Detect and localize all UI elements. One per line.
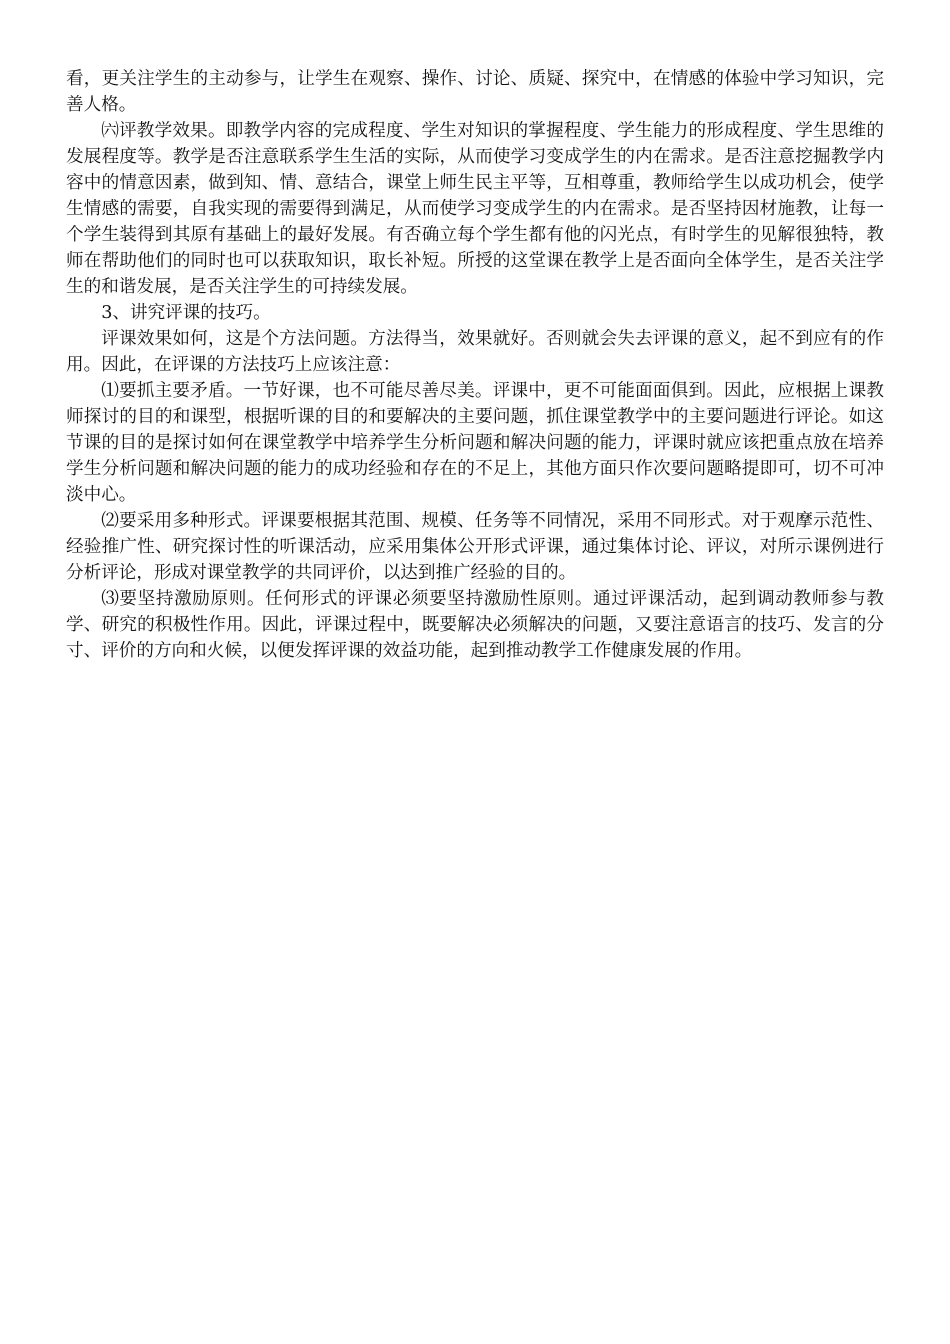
section-heading-techniques: 3、讲究评课的技巧。 bbox=[101, 303, 271, 323]
paragraph-main-contradiction: ⑴要抓主要矛盾。一节好课，也不可能尽善尽美。评课中，更不可能面面俱到。因此，应根据上课教师探讨的目的和课型，根据听课的目的和要解决的主要问题，抓住课堂教学中的主要问题进行评论。如这节课的目的是探讨如何在课堂教学中培养学生分析问题和解决问题的能力，评课时就应该把重点放在培养学生分析问题和解决问题的能力的成功经验和存在的不足上，其他方面只作次要问题略提即可，切不可冲淡中心。 bbox=[66, 381, 884, 505]
paragraph-encouragement-principle: ⑶要坚持激励原则。任何形式的评课必须要坚持激励性原则。通过评课活动，起到调动教师参与教学、研究的积极性作用。因此，评课过程中，既要解决必须解决的问题，又要注意语言的技巧、发言的分寸、评价的方向和火候，以便发挥评课的效益功能，起到推动教学工作健康发展的作用。 bbox=[66, 589, 884, 661]
paragraph-continuation: 看，更关注学生的主动参与，让学生在观察、操作、讨论、质疑、探究中，在情感的体验中学习知识，完善人格。 bbox=[66, 69, 884, 115]
paragraph-teaching-effect: ㈥评教学效果。即教学内容的完成程度、学生对知识的掌握程度、学生能力的形成程度、学生思维的发展程度等。教学是否注意联系学生生活的实际，从而使学习变成学生的内在需求。是否注意挖掘教学内容中的情意因素，做到知、情、意结合，课堂上师生民主平等，互相尊重，教师给学生以成功机会，使学生情感的需要，自我实现的需要得到满足，从而使学习变成学生的内在需求。是否坚持因材施教，让每一个学生装得到其原有基础上的最好发展。有否确立每个学生都有他的闪光点，有时学生的见解很独特，教师在帮助他们的同时也可以获取知识，取长补短。所授的这堂课在教学上是否面向全体学生，是否关注学生的和谐发展，是否关注学生的可持续发展。 bbox=[66, 121, 884, 297]
paragraph-multiple-forms: ⑵要采用多种形式。评课要根据其范围、规模、任务等不同情况，采用不同形式。对于观摩示范性、经验推广性、研究探讨性的听课活动，应采用集体公开形式评课，通过集体讨论、评议，对所示课例进行分析评论，形成对课堂教学的共同评价，以达到推广经验的目的。 bbox=[66, 511, 884, 583]
document-page bbox=[66, 66, 884, 664]
paragraph-evaluation-method: 评课效果如何，这是个方法问题。方法得当，效果就好。否则就会失去评课的意义，起不到应有的作用。因此，在评课的方法技巧上应该注意： bbox=[66, 329, 884, 375]
